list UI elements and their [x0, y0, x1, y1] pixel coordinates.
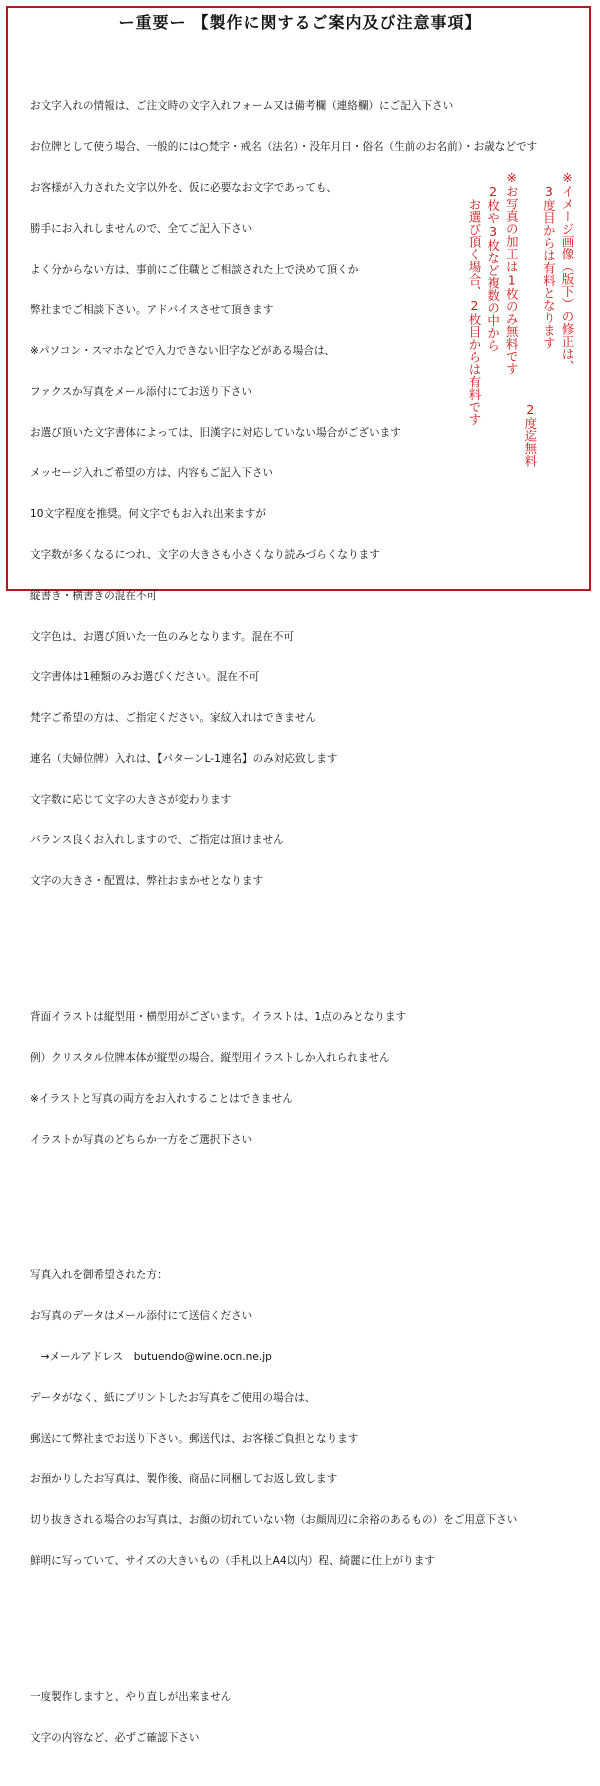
- body-line: 10文字程度を推奨。何文字でもお入れ出来ますが: [30, 508, 266, 521]
- body-line: 梵字ご希望の方は、ご指定ください。家紋入れはできません: [30, 712, 317, 725]
- red-vertical-notes: [466, 170, 574, 467]
- body-line: メッセージ入れご希望の方は、内容もご記入下さい: [30, 467, 274, 480]
- email-line: →メールアドレス butuendo@wine.ocn.ne.jp: [30, 1351, 272, 1363]
- title-lead: ー重要ー: [118, 13, 187, 32]
- red-note-column: 3度目からは有料となります: [541, 184, 557, 349]
- body-line: ※パソコン・スマホなどで入力できない旧字などがある場合は、: [30, 345, 336, 358]
- body-line: 一度製作しますと、やり直しが出来ません: [30, 1690, 232, 1703]
- body-line: バランス良くお入れしますので、ご指定は頂けません: [30, 834, 284, 847]
- body-line: 文字数が多くなるにつれ、文字の大きさも小さくなり読みづらくなります: [30, 548, 380, 561]
- body-line: お客様が入力された文字以外を、仮に必要なお文字であっても、: [30, 181, 338, 194]
- spacer: [30, 1623, 545, 1637]
- body-line: お預かりしたお写真は、製作後、商品に同梱してお返し致します: [30, 1473, 338, 1486]
- body-line: ※イラストと写真の両方をお入れすることはできません: [30, 1092, 293, 1105]
- text-block-final: [30, 1664, 545, 1773]
- body-line: 郵送にて弊社までお送り下さい。郵送代は、お客様ご負担となります: [30, 1432, 359, 1445]
- body-line: 文字の大きさ・配置は、弊社おまかせとなります: [30, 875, 264, 888]
- text-block-illustration: [30, 984, 545, 1174]
- body-line: 鮮明に写っていて、サイズの大きいもの（手札以上A4以内）程、綺麗に仕上がります: [30, 1554, 435, 1567]
- body-line: データがなく、紙にプリントしたお写真をご使用の場合は、: [30, 1391, 316, 1404]
- body-line: お選び頂いた文字書体によっては、旧漢字に対応していない場合がございます: [30, 426, 401, 439]
- body-line: お文字入れの情報は、ご注文時の文字入れフォーム又は備考欄（連絡欄）にご記入下さい: [30, 100, 454, 113]
- body-line: イラストか写真のどちらか一方をご選択下さい: [30, 1133, 253, 1146]
- body-line: 勝手にお入れしませんので、全てご記入下さい: [30, 222, 253, 235]
- red-note-column: 2度迄無料: [522, 402, 538, 467]
- body-line: 縦書き・横書きの混在不可: [30, 589, 158, 602]
- body-line: ファクスか写真をメール添付にてお送り下さい: [30, 385, 252, 398]
- body-line: 弊社までご相談下さい。アドバイスさせて頂きます: [30, 304, 274, 317]
- body-line: 文字色は、お選び頂いた一色のみとなります。混在不可: [30, 630, 294, 643]
- page-title: [0, 10, 600, 33]
- body-line: 背面イラストは縦型用・横型用がございます。イラストは、1点のみとなります: [30, 1011, 407, 1024]
- red-note-column: お選び頂く場合、2枚目からは有料です: [467, 198, 483, 426]
- text-block-photo: [30, 1242, 545, 1595]
- body-line: 例）クリスタル位牌本体が縦型の場合、縦型用イラストしか入れられません: [30, 1051, 390, 1064]
- body-line: 文字書体は1種類のみお選びください。混在不可: [30, 671, 260, 684]
- body-line: お位牌として使う場合、一般的には○梵字・戒名（法名）・没年月日・俗名（生前のお名前）・お歳などです: [30, 141, 538, 154]
- red-note-column: 2枚や3枚など複数の中から: [485, 184, 501, 352]
- body-line: 文字の内容など、必ずご確認下さい: [30, 1731, 200, 1744]
- body-line: 連名（夫婦位牌）入れは、【パターンL-1連名】のみ対応致します: [30, 752, 338, 765]
- body-line: 写真入れを御希望された方：: [30, 1269, 168, 1282]
- body-line: よく分からない方は、事前にご住職とご相談された上で決めて頂くか: [30, 263, 359, 276]
- red-note-column: ※お写真の加工は1枚のみ無料です: [504, 170, 520, 375]
- spacer: [30, 1201, 545, 1215]
- title-main: 【製作に関するご案内及び注意事項】: [192, 13, 482, 32]
- body-line: 切り抜きされる場合のお写真は、お顔の切れていない物（お顔周辺に余裕のあるもの）をご用意下さい: [30, 1514, 518, 1527]
- body-line: お写真のデータはメール添付にて送信ください: [30, 1310, 253, 1323]
- spacer: [30, 943, 545, 957]
- red-note-column: ※イメージ画像（版下）の修正は、: [560, 170, 575, 373]
- body-line: 文字数に応じて文字の大きさが変わります: [30, 793, 232, 806]
